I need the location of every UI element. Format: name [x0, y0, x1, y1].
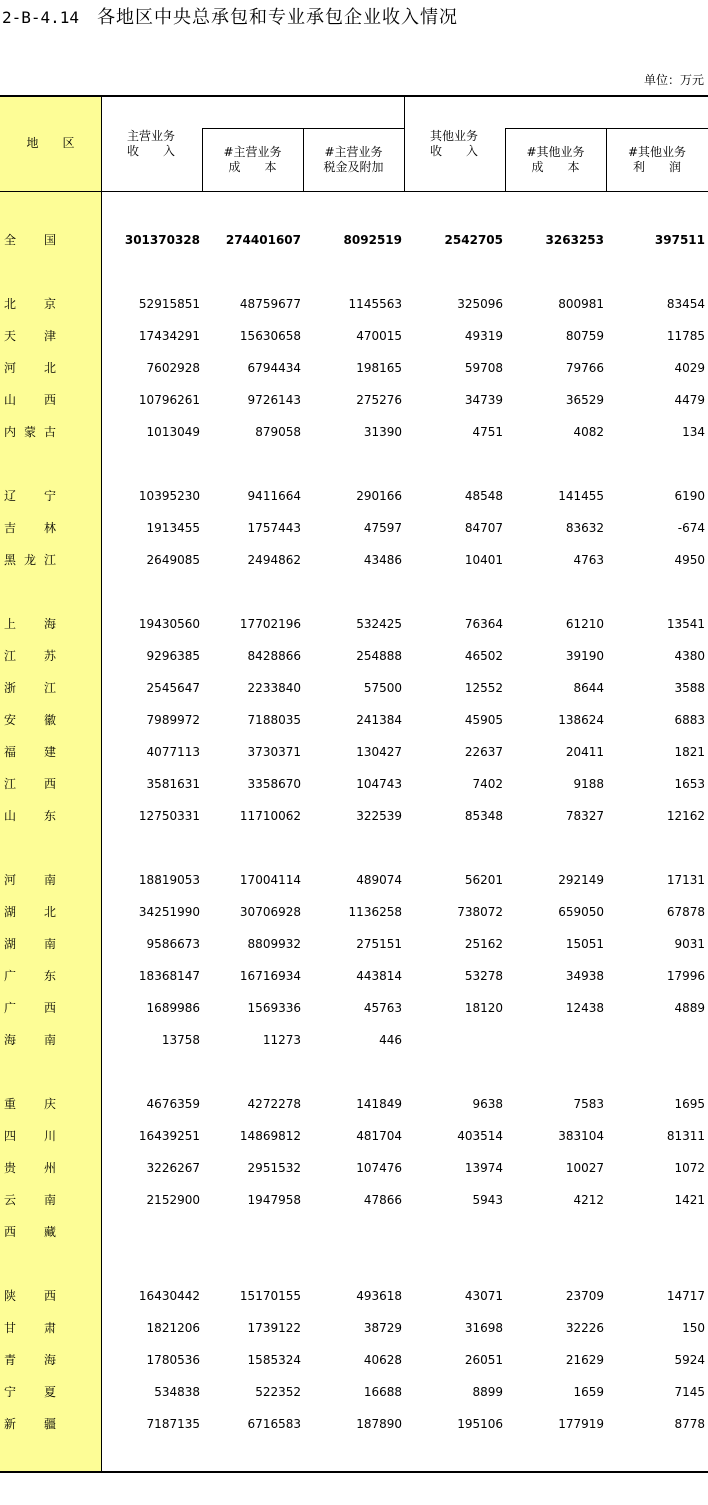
value-cell: 16716934: [239, 969, 301, 983]
value-cell: 1659: [573, 1385, 604, 1399]
value-cell: 2545647: [146, 681, 200, 695]
value-cell: 4479: [674, 393, 705, 407]
value-cell: 241384: [356, 713, 402, 727]
value-cell: 30706928: [239, 905, 301, 919]
value-cell: 493618: [356, 1289, 402, 1303]
value-cell: 7187135: [146, 1417, 200, 1431]
value-cell: 39190: [565, 649, 604, 663]
region-name: 北京: [4, 297, 56, 311]
value-cell: 522352: [255, 1385, 301, 1399]
value-cell: 21629: [565, 1353, 604, 1367]
value-cell: 17702196: [239, 617, 301, 631]
value-cell: 9586673: [146, 937, 200, 951]
table-name: 各地区中央总承包和专业承包企业收入情况: [97, 7, 459, 28]
value-cell: 4029: [674, 361, 705, 375]
value-cell: 1145563: [348, 297, 402, 311]
region-name: 福建: [4, 745, 56, 759]
region-name: 贵州: [4, 1161, 56, 1175]
value-cell: 6794434: [247, 361, 301, 375]
table-row: [0, 390, 708, 410]
value-cell: 4077113: [146, 745, 200, 759]
header-main-cost: #主营业务 成 本: [223, 145, 282, 174]
value-cell: 2951532: [247, 1161, 301, 1175]
group-divider: [404, 97, 405, 191]
header-bottom-rule: [0, 191, 708, 192]
value-cell: 8899: [472, 1385, 503, 1399]
value-cell: 10395230: [138, 489, 200, 503]
table-row: [0, 294, 708, 314]
value-cell: 6190: [674, 489, 705, 503]
region-name: 青海: [4, 1353, 56, 1367]
value-cell: 141849: [356, 1097, 402, 1111]
region-name: 新疆: [4, 1417, 56, 1431]
region-name: 辽宁: [4, 489, 56, 503]
value-cell: 14717: [666, 1289, 705, 1303]
region-name: 云南: [4, 1193, 56, 1207]
table-row: [0, 710, 708, 730]
value-cell: 38729: [363, 1321, 402, 1335]
value-cell: 4272278: [247, 1097, 301, 1111]
value-cell: 800981: [558, 297, 604, 311]
table-row: [0, 966, 708, 986]
table-row: [0, 1350, 708, 1370]
value-cell: 1739122: [247, 1321, 301, 1335]
value-cell: 78327: [565, 809, 604, 823]
value-cell: 9411664: [247, 489, 301, 503]
table-row: [0, 1382, 708, 1402]
value-cell: 134: [682, 425, 705, 439]
table-row: [0, 902, 708, 922]
value-cell: 56201: [464, 873, 503, 887]
value-cell: 3358670: [247, 777, 301, 791]
table-bottom-rule: [0, 1471, 708, 1473]
value-cell: 8809932: [247, 937, 301, 951]
value-cell: 187890: [356, 1417, 402, 1431]
value-cell: 6883: [674, 713, 705, 727]
value-cell: 34251990: [138, 905, 200, 919]
table-row: [0, 550, 708, 570]
region-name: 上海: [4, 617, 56, 631]
value-cell: 19430560: [138, 617, 200, 631]
table-row: [0, 326, 708, 346]
value-cell: 7188035: [247, 713, 301, 727]
table-row: [0, 774, 708, 794]
value-cell: 8644: [573, 681, 604, 695]
region-name: 山西: [4, 393, 56, 407]
table-row: [0, 614, 708, 634]
value-cell: 17131: [666, 873, 705, 887]
value-cell: 31698: [464, 1321, 503, 1335]
value-cell: 104743: [356, 777, 402, 791]
table-row: [0, 1190, 708, 1210]
value-cell: 20411: [565, 745, 604, 759]
region-name: 甘肃: [4, 1321, 56, 1335]
total-row: [0, 230, 708, 250]
value-cell: 1689986: [146, 1001, 200, 1015]
value-cell: 48548: [464, 489, 503, 503]
value-cell: 4763: [573, 553, 604, 567]
value-cell: 83454: [666, 297, 705, 311]
value-cell: 3581631: [146, 777, 200, 791]
value-cell: 9726143: [247, 393, 301, 407]
value-cell: 2649085: [146, 553, 200, 567]
header-other-profit: #其他业务 利 润: [627, 145, 687, 174]
table-row: [0, 678, 708, 698]
value-cell: 17004114: [239, 873, 301, 887]
value-cell: 46502: [464, 649, 503, 663]
region-name: 江西: [4, 777, 56, 791]
value-cell: 49319: [464, 329, 503, 343]
value-cell: 2494862: [247, 553, 301, 567]
value-cell: 5924: [674, 1353, 705, 1367]
value-cell: 8428866: [247, 649, 301, 663]
value-cell: 9638: [472, 1097, 503, 1111]
value-cell: 1013049: [146, 425, 200, 439]
value-cell: 470015: [356, 329, 402, 343]
value-cell: 45905: [464, 713, 503, 727]
value-cell: 18819053: [138, 873, 200, 887]
value-cell: 16430442: [138, 1289, 200, 1303]
value-cell: 10401: [464, 553, 503, 567]
value-cell: 11710062: [239, 809, 301, 823]
value-cell: 8092519: [343, 233, 402, 247]
value-cell: 292149: [558, 873, 604, 887]
value-cell: 18368147: [138, 969, 200, 983]
value-cell: 1913455: [146, 521, 200, 535]
value-cell: 2542705: [444, 233, 503, 247]
value-cell: 3588: [674, 681, 705, 695]
value-cell: 48759677: [239, 297, 301, 311]
value-cell: 481704: [356, 1129, 402, 1143]
header-main-income: 主营业务 收 入: [126, 129, 175, 158]
value-cell: 150: [682, 1321, 705, 1335]
value-cell: 43486: [363, 553, 402, 567]
value-cell: 18120: [464, 1001, 503, 1015]
region-name: 重庆: [4, 1097, 56, 1111]
header-other-cost: #其他业务 成 本: [526, 145, 585, 174]
value-cell: 274401607: [225, 233, 301, 247]
value-cell: 80759: [565, 329, 604, 343]
table-row: [0, 1158, 708, 1178]
table-row: [0, 422, 708, 442]
value-cell: 1695: [674, 1097, 705, 1111]
table-row: [0, 486, 708, 506]
value-cell: 7989972: [146, 713, 200, 727]
value-cell: 6716583: [247, 1417, 301, 1431]
value-cell: 3730371: [247, 745, 301, 759]
value-cell: 34739: [464, 393, 503, 407]
region-name: 陕西: [4, 1289, 56, 1303]
value-cell: 275276: [356, 393, 402, 407]
value-cell: 254888: [356, 649, 402, 663]
table-row: [0, 1126, 708, 1146]
value-cell: 489074: [356, 873, 402, 887]
region-name: 西藏: [4, 1225, 56, 1239]
value-cell: 14869812: [239, 1129, 301, 1143]
value-cell: 177919: [558, 1417, 604, 1431]
value-cell: 12552: [464, 681, 503, 695]
value-cell: 52915851: [138, 297, 200, 311]
value-cell: 9188: [573, 777, 604, 791]
value-cell: 1421: [674, 1193, 705, 1207]
value-cell: -674: [677, 521, 705, 535]
value-cell: 17434291: [138, 329, 200, 343]
value-cell: 301370328: [124, 233, 200, 247]
value-cell: 10796261: [138, 393, 200, 407]
value-cell: 7145: [674, 1385, 705, 1399]
value-cell: 31390: [363, 425, 402, 439]
table-row: [0, 1414, 708, 1434]
value-cell: 47866: [363, 1193, 402, 1207]
value-cell: 45763: [363, 1001, 402, 1015]
value-cell: 1757443: [247, 521, 301, 535]
value-cell: 13758: [161, 1033, 200, 1047]
region-name: 山东: [4, 809, 56, 823]
region-name: 内蒙古: [4, 425, 56, 439]
value-cell: 4212: [573, 1193, 604, 1207]
value-cell: 130427: [356, 745, 402, 759]
value-cell: 659050: [558, 905, 604, 919]
value-cell: 11785: [666, 329, 705, 343]
value-cell: 4889: [674, 1001, 705, 1015]
value-cell: 85348: [464, 809, 503, 823]
value-cell: 403514: [457, 1129, 503, 1143]
value-cell: 83632: [565, 521, 604, 535]
table-row: [0, 806, 708, 826]
value-cell: 446: [379, 1033, 402, 1047]
value-cell: 4676359: [146, 1097, 200, 1111]
value-cell: 5943: [472, 1193, 503, 1207]
header-region: 地 区: [26, 136, 75, 150]
region-name: 天津: [4, 329, 56, 343]
value-cell: 67878: [666, 905, 705, 919]
region-name: 广西: [4, 1001, 56, 1015]
region-name: 江苏: [4, 649, 56, 663]
value-cell: 4950: [674, 553, 705, 567]
value-cell: 79766: [565, 361, 604, 375]
region-name: 全国: [4, 233, 56, 247]
value-cell: 53278: [464, 969, 503, 983]
value-cell: 1947958: [247, 1193, 301, 1207]
value-cell: 13541: [666, 617, 705, 631]
value-cell: 57500: [363, 681, 402, 695]
region-name: 浙江: [4, 681, 56, 695]
table-row: [0, 998, 708, 1018]
value-cell: 275151: [356, 937, 402, 951]
value-cell: 141455: [558, 489, 604, 503]
value-cell: 17996: [666, 969, 705, 983]
value-cell: 81311: [666, 1129, 705, 1143]
value-cell: 1653: [674, 777, 705, 791]
table-row: [0, 1318, 708, 1338]
value-cell: 15051: [565, 937, 604, 951]
value-cell: 1585324: [247, 1353, 301, 1367]
value-cell: 11273: [262, 1033, 301, 1047]
value-cell: 59708: [464, 361, 503, 375]
header-main-tax: #主营业务 税金及附加: [323, 145, 384, 174]
value-cell: 4380: [674, 649, 705, 663]
value-cell: 10027: [565, 1161, 604, 1175]
value-cell: 43071: [464, 1289, 503, 1303]
value-cell: 383104: [558, 1129, 604, 1143]
region-name: 河北: [4, 361, 56, 375]
value-cell: 32226: [565, 1321, 604, 1335]
value-cell: 76364: [464, 617, 503, 631]
value-cell: 1136258: [348, 905, 402, 919]
value-cell: 1780536: [146, 1353, 200, 1367]
value-cell: 3263253: [545, 233, 604, 247]
value-cell: 16688: [363, 1385, 402, 1399]
region-name: 安徽: [4, 713, 56, 727]
table-row: [0, 1094, 708, 1114]
value-cell: 9296385: [146, 649, 200, 663]
value-cell: 23709: [565, 1289, 604, 1303]
region-name: 四川: [4, 1129, 56, 1143]
value-cell: 4082: [573, 425, 604, 439]
value-cell: 1821: [674, 745, 705, 759]
value-cell: 16439251: [138, 1129, 200, 1143]
value-cell: 534838: [154, 1385, 200, 1399]
value-cell: 12750331: [138, 809, 200, 823]
region-name: 湖南: [4, 937, 56, 951]
region-name: 广东: [4, 969, 56, 983]
value-cell: 879058: [255, 425, 301, 439]
value-cell: 7583: [573, 1097, 604, 1111]
value-cell: 107476: [356, 1161, 402, 1175]
value-cell: 7402: [472, 777, 503, 791]
table-row: [0, 742, 708, 762]
value-cell: 290166: [356, 489, 402, 503]
value-cell: 84707: [464, 521, 503, 535]
value-cell: 138624: [558, 713, 604, 727]
region-name: 河南: [4, 873, 56, 887]
table-top-rule: [0, 95, 708, 97]
value-cell: 1569336: [247, 1001, 301, 1015]
value-cell: 13974: [464, 1161, 503, 1175]
value-cell: 61210: [565, 617, 604, 631]
value-cell: 9031: [674, 937, 705, 951]
value-cell: 26051: [464, 1353, 503, 1367]
value-cell: 397511: [654, 233, 705, 247]
value-cell: 1821206: [146, 1321, 200, 1335]
value-cell: 22637: [464, 745, 503, 759]
value-cell: 738072: [457, 905, 503, 919]
value-cell: 325096: [457, 297, 503, 311]
value-cell: 36529: [565, 393, 604, 407]
value-cell: 25162: [464, 937, 503, 951]
value-cell: 198165: [356, 361, 402, 375]
table-title: [2, 4, 458, 32]
table-row: [0, 518, 708, 538]
region-name: 湖北: [4, 905, 56, 919]
table-row: [0, 646, 708, 666]
value-cell: 3226267: [146, 1161, 200, 1175]
table-row: [0, 934, 708, 954]
value-cell: 2233840: [247, 681, 301, 695]
table-row: [0, 1030, 708, 1050]
value-cell: 322539: [356, 809, 402, 823]
table-code: 2-B-4.14: [2, 8, 80, 27]
unit-label: 单位：万元: [643, 73, 704, 87]
value-cell: 443814: [356, 969, 402, 983]
value-cell: 15630658: [239, 329, 301, 343]
header-other-income: 其他业务 收 入: [429, 129, 478, 158]
value-cell: 2152900: [146, 1193, 200, 1207]
value-cell: 12162: [666, 809, 705, 823]
value-cell: 7602928: [146, 361, 200, 375]
value-cell: 4751: [472, 425, 503, 439]
table-row: [0, 870, 708, 890]
region-name: 海南: [4, 1033, 56, 1047]
region-name: 吉林: [4, 521, 56, 535]
value-cell: 47597: [363, 521, 402, 535]
value-cell: 12438: [565, 1001, 604, 1015]
value-cell: 40628: [363, 1353, 402, 1367]
table-row: [0, 1286, 708, 1306]
value-cell: 8778: [674, 1417, 705, 1431]
value-cell: 15170155: [239, 1289, 301, 1303]
table-row: [0, 1222, 708, 1242]
value-cell: 1072: [674, 1161, 705, 1175]
value-cell: 532425: [356, 617, 402, 631]
region-name: 宁夏: [4, 1385, 56, 1399]
value-cell: 195106: [457, 1417, 503, 1431]
value-cell: 34938: [565, 969, 604, 983]
table-row: [0, 358, 708, 378]
region-name: 黑龙江: [4, 553, 56, 567]
